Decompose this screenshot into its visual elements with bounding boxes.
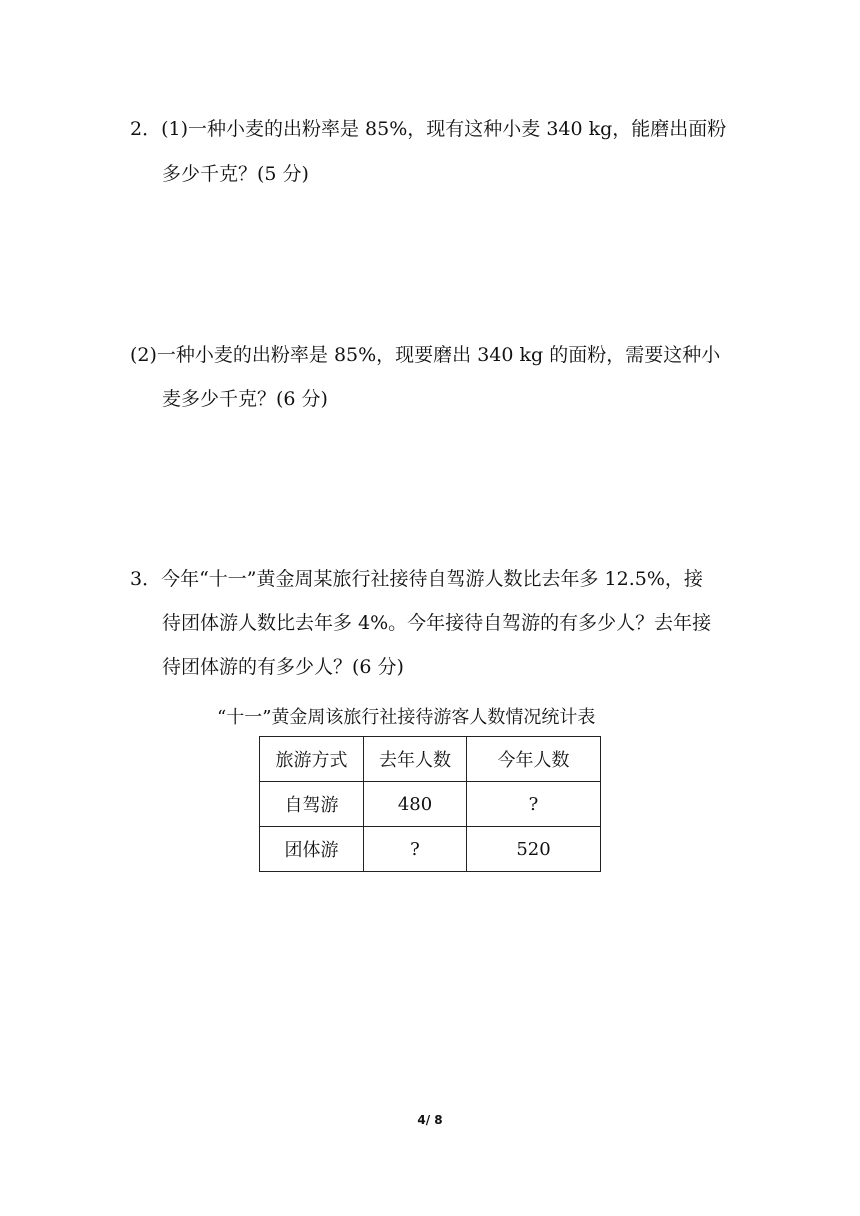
table-row: [260, 782, 601, 827]
table-row: [260, 827, 601, 872]
table-cell: 520: [467, 827, 601, 872]
table-cell: ?: [467, 782, 601, 827]
question-2-part1-line1: 2．(1)一种小麦的出粉率是 85%，现有这种小麦 340 kg，能磨出面粉: [130, 118, 727, 140]
table-header-cell: 今年人数: [467, 737, 601, 782]
table-cell: 480: [364, 782, 467, 827]
question-3-line1: 3．今年“十一”黄金周某旅行社接待自驾游人数比去年多 12.5%，接: [130, 568, 703, 590]
question-2-part1-line2: 多少千克？(5 分): [162, 163, 309, 185]
table-header-cell: 去年人数: [364, 737, 467, 782]
table-cell: 团体游: [260, 827, 364, 872]
visitor-stats-table: [259, 736, 601, 872]
page-number: 4/ 8: [417, 1113, 443, 1127]
table-cell: ?: [364, 827, 467, 872]
question-2-part2-line1: (2)一种小麦的出粉率是 85%，现要磨出 340 kg 的面粉，需要这种小: [130, 344, 721, 366]
table-cell: 自驾游: [260, 782, 364, 827]
question-3-line3: 待团体游的有多少人？(6 分): [162, 656, 404, 678]
table-header-cell: 旅游方式: [260, 737, 364, 782]
table-header-row: [260, 737, 601, 782]
table-caption: “十一”黄金周该旅行社接待游客人数情况统计表: [217, 707, 596, 728]
question-3-line2: 待团体游人数比去年多 4%。今年接待自驾游的有多少人？去年接: [162, 612, 712, 634]
question-2-part2-line2: 麦多少千克？(6 分): [162, 388, 328, 410]
